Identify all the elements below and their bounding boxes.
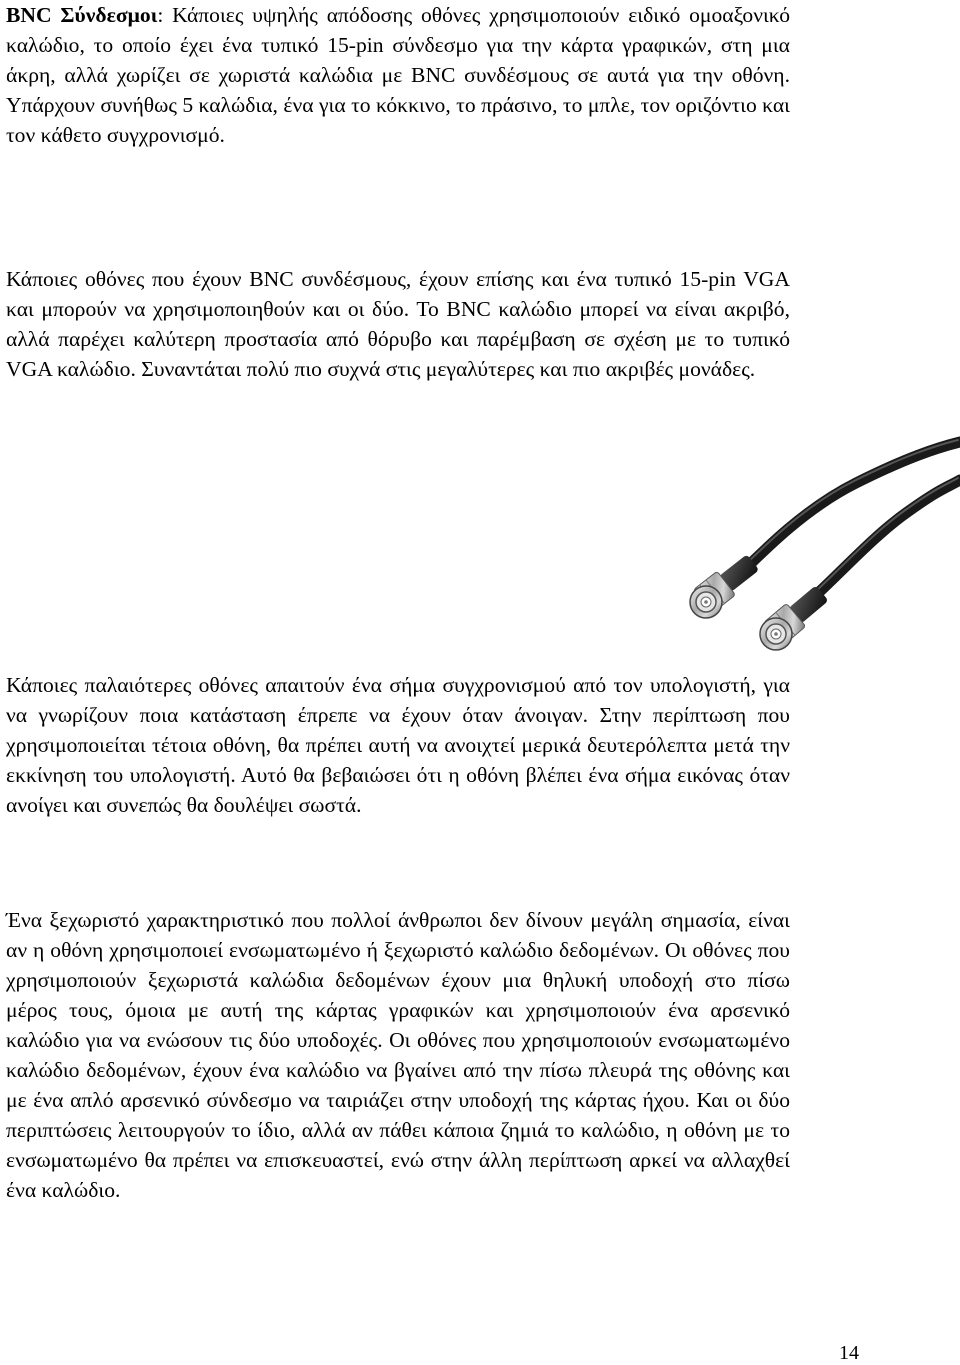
paragraph-text: Κάποιες παλαιότερες οθόνες απαιτούν ένα σήμα συγχρονισμού από τον υπολογιστή, για να γνωρίζουν ποια κατάσταση έπρεπε να έχουν όταν άνοιγαν. Στην περίπτωση που χρησιμοποιείται τέτοια οθόνη, θα πρέπει αυτή να ανοιχτεί μερικά δευτερόλεπτα μετά την εκκίνηση του υπολογιστή. Αυτό θα βεβαιώσει ότι η οθόνη βλέπει ένα σήμα εικόνας όταν ανοίγει και συνεπώς θα δουλέψει σωστά.: [6, 673, 790, 817]
paragraph-data-cable: [6, 905, 790, 1205]
paragraph-text: Κάποιες οθόνες που έχουν BNC συνδέσμους, έχουν επίσης και ένα τυπικό 15-pin VGA και μπορούν να χρησιμοποιηθούν και οι δύο. Το BNC καλώδιο μπορεί να είναι ακριβό, αλλά παρέχει καλύτερη προστασία από θόρυβο και παρέμβαση σε σχέση με το τυπικό VGA καλώδιο. Συναντάται πολύ πιο συχνά στις μεγαλύτερες και πιο ακριβές μονάδες.: [6, 267, 790, 381]
paragraph-bnc-vga: [6, 264, 790, 384]
bnc-cable-photo: [686, 428, 960, 660]
paragraph-sync-signal: [6, 670, 790, 820]
page-number: 14: [839, 1342, 859, 1364]
paragraph-text: : Κάποιες υψηλής απόδοσης οθόνες χρησιμοποιούν ειδικό ομοαξονικό καλώδιο, το οποίο έχει ένα τυπικό 15-pin σύνδεσμο για την κάρτα γραφικών, στη μια άκρη, αλλά χωρίζει σε χωριστά καλώδια με BNC συνδέσμους σε αυτά για την οθόνη. Υπάρχουν συνήθως 5 καλώδια, ένα για το κόκκινο, το πράσινο, το μπλε, τον οριζόντιο και τον κάθετο συγχρονισμό.: [6, 3, 790, 147]
bnc-heading: BNC Σύνδεσμοι: [6, 3, 158, 27]
paragraph-text: Ένα ξεχωριστό χαρακτηριστικό που πολλοί άνθρωποι δεν δίνουν μεγάλη σημασία, είναι αν η οθόνη χρησιμοποιεί ενσωματωμένο ή ξεχωριστό καλώδιο δεδομένων. Οι οθόνες που χρησιμοποιούν ξεχωριστά καλώδια δεδομένων έχουν μια θηλυκή υποδοχή στο πίσω μέρος τους, όμοια με αυτή της κάρτας γραφικών και χρησιμοποιούν ένα αρσενικό καλώδιο για να ενώσουν τις δύο υποδοχές. Οι οθόνες που χρησιμοποιούν ενσωματωμένο καλώδιο δεδομένων, έχουν ένα καλώδιο να βγαίνει από την πίσω πλευρά της οθόνης και με ένα απλό αρσενικό σύνδεσμο να ταιριάζει στην υποδοχή της κάρτας ήχου. Και οι δύο περιπτώσεις λειτουργούν το ίδιο, αλλά αν πάθει κάποια ζημιά το καλώδιο, η οθόνη με το ενσωματωμένο θα πρέπει να επισκευαστεί, ενώ στην άλλη περίπτωση αρκεί να αλλαχθεί ένα καλώδιο.: [6, 908, 790, 1202]
paragraph-bnc-connectors: [6, 0, 790, 150]
bnc-cable-icon: [686, 428, 960, 660]
